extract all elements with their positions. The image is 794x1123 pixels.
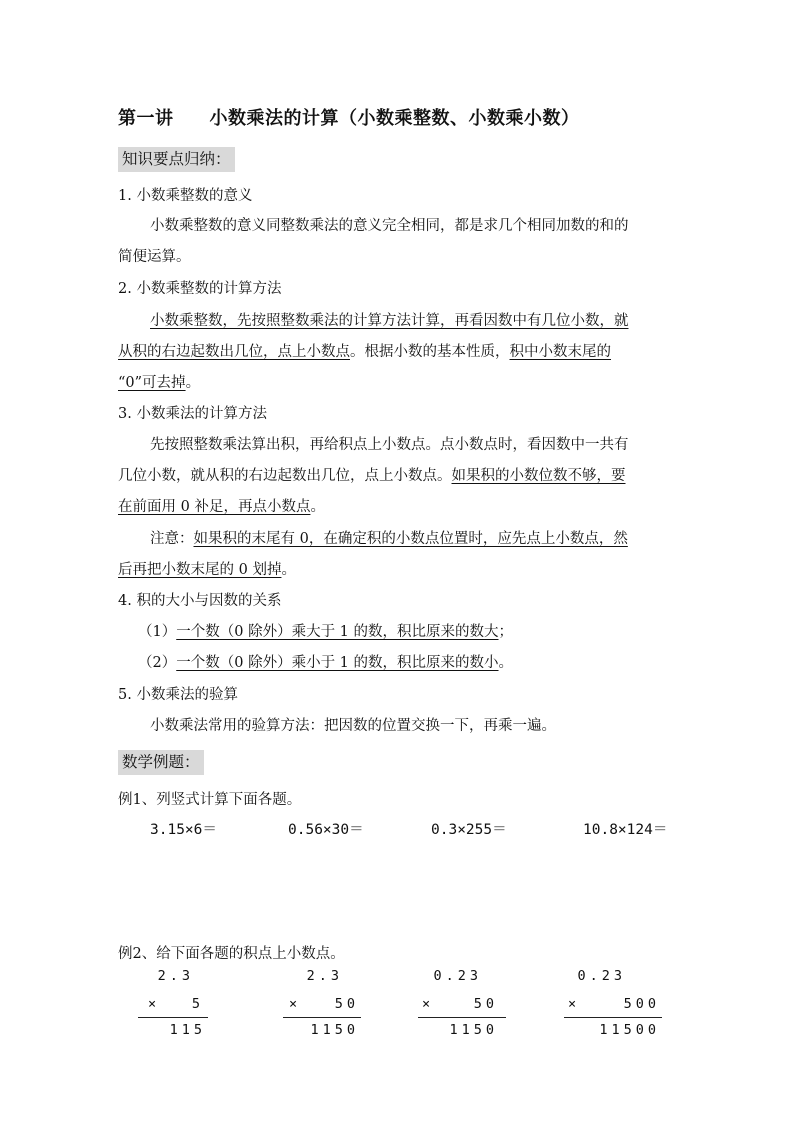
lesson-label: 第一讲 bbox=[118, 108, 174, 129]
section-4-item-1 bbox=[138, 622, 513, 642]
section-5-heading: 5. 小数乘法的验算 bbox=[118, 687, 238, 703]
example-1-problem-2: 0.56×30＝ bbox=[288, 822, 364, 838]
section-1-line-1: 小数乘整数的意义同整数乘法的意义完全相同，都是求几个相同加数的和的 bbox=[150, 218, 629, 234]
section-3-note-line-2 bbox=[118, 560, 678, 580]
lesson-topic: 小数乘法的计算（小数乘整数、小数乘小数） bbox=[209, 108, 580, 129]
section-1-heading: 1. 小数乘整数的意义 bbox=[118, 188, 253, 204]
section-2-zero-rule-cont: “0”可去掉 bbox=[118, 375, 186, 391]
vertical-3-rule bbox=[418, 1017, 506, 1018]
section-4-heading: 4. 积的大小与因数的关系 bbox=[118, 593, 282, 609]
section-3-plain: 几位小数，就从积的右边起数出几位，点上小数点。 bbox=[118, 468, 452, 484]
section-4-item-2 bbox=[138, 653, 513, 673]
note-rule: 如果积的末尾有 0，在确定积的小数点位置时，应先点上小数点，然 bbox=[193, 531, 628, 547]
vertical-1-multiplicand: 2.3 bbox=[157, 968, 194, 984]
section-2-line-3 bbox=[118, 373, 678, 393]
example-1-problem-4: 10.8×124＝ bbox=[583, 822, 668, 838]
item-2-punct: 。 bbox=[498, 655, 514, 671]
item-2-number: （2） bbox=[138, 655, 177, 671]
section-3-note bbox=[150, 529, 678, 549]
section-3-rule: 如果积的小数位数不够，要 bbox=[451, 468, 626, 484]
vertical-3-product: 1150 bbox=[449, 1022, 498, 1038]
section-3-rule-cont: 在前面用 0 补足，再点小数点 bbox=[118, 499, 311, 515]
section-2-period: 。 bbox=[185, 375, 201, 391]
vertical-2-product: 1150 bbox=[310, 1022, 359, 1038]
note-period: 。 bbox=[281, 562, 296, 578]
item-1-number: （1） bbox=[138, 624, 177, 640]
section-3-heading: 3. 小数乘法的计算方法 bbox=[118, 406, 267, 422]
vertical-2-rule bbox=[283, 1017, 361, 1018]
note-label: 注意： bbox=[150, 531, 194, 547]
vertical-2-multiplicand: 2.3 bbox=[306, 968, 343, 984]
section-3-period: 。 bbox=[310, 499, 325, 515]
example-1-problem-1: 3.15×6＝ bbox=[150, 822, 217, 838]
examples-heading: 数学例题： bbox=[118, 750, 204, 775]
section-2-line-2 bbox=[118, 342, 678, 362]
vertical-4-multiplier: 500 bbox=[623, 996, 660, 1012]
vertical-1-rule bbox=[138, 1017, 208, 1018]
vertical-1-multiplier: 5 bbox=[191, 996, 204, 1012]
vertical-3-multiplicand: 0.23 bbox=[433, 968, 482, 984]
vertical-4-multiplicand: 0.23 bbox=[577, 968, 626, 984]
vertical-4-operator: × bbox=[568, 996, 581, 1012]
item-2-rule: 一个数（0 除外）乘小于 1 的数，积比原来的数小 bbox=[176, 655, 499, 671]
vertical-3-multiplier: 50 bbox=[473, 996, 498, 1012]
section-3-line-1: 先按照整数乘法算出积，再给积点上小数点。点小数点时，看因数中一共有 bbox=[150, 437, 629, 453]
vertical-2-operator: × bbox=[289, 996, 302, 1012]
example-1-label: 例1、列竖式计算下面各题。 bbox=[118, 792, 302, 808]
section-2-heading: 2. 小数乘整数的计算方法 bbox=[118, 281, 282, 297]
section-2-zero-rule: 积中小数末尾的 bbox=[509, 344, 611, 360]
example-1-problem-3: 0.3×255＝ bbox=[431, 822, 507, 838]
section-1-line-2: 简便运算。 bbox=[118, 249, 191, 265]
section-2-rule: 小数乘整数，先按照整数乘法的计算方法计算，再看因数中有几位小数，就 bbox=[150, 313, 629, 329]
section-3-line-2 bbox=[118, 466, 678, 486]
page-title bbox=[118, 104, 678, 130]
section-3-line-3 bbox=[118, 497, 678, 517]
section-5-line-1: 小数乘法常用的验算方法：把因数的位置交换一下，再乘一遍。 bbox=[150, 718, 556, 734]
example-2-label: 例2、给下面各题的积点上小数点。 bbox=[118, 946, 345, 962]
vertical-4-product: 11500 bbox=[599, 1022, 660, 1038]
item-1-punct: ； bbox=[498, 624, 514, 640]
vertical-2-multiplier: 50 bbox=[334, 996, 359, 1012]
section-2-rule-cont: 从积的右边起数出几位，点上小数点 bbox=[118, 344, 350, 360]
vertical-1-operator: × bbox=[148, 996, 161, 1012]
section-2-line-1 bbox=[150, 311, 678, 331]
note-rule-cont: 后再把小数末尾的 0 划掉 bbox=[118, 562, 282, 578]
knowledge-heading: 知识要点归纳： bbox=[118, 147, 235, 172]
item-1-rule: 一个数（0 除外）乘大于 1 的数，积比原来的数大 bbox=[176, 624, 499, 640]
vertical-3-operator: × bbox=[422, 996, 435, 1012]
vertical-1-product: 115 bbox=[169, 1022, 206, 1038]
vertical-4-rule bbox=[564, 1017, 662, 1018]
section-2-plain: 。根据小数的基本性质， bbox=[350, 344, 510, 360]
